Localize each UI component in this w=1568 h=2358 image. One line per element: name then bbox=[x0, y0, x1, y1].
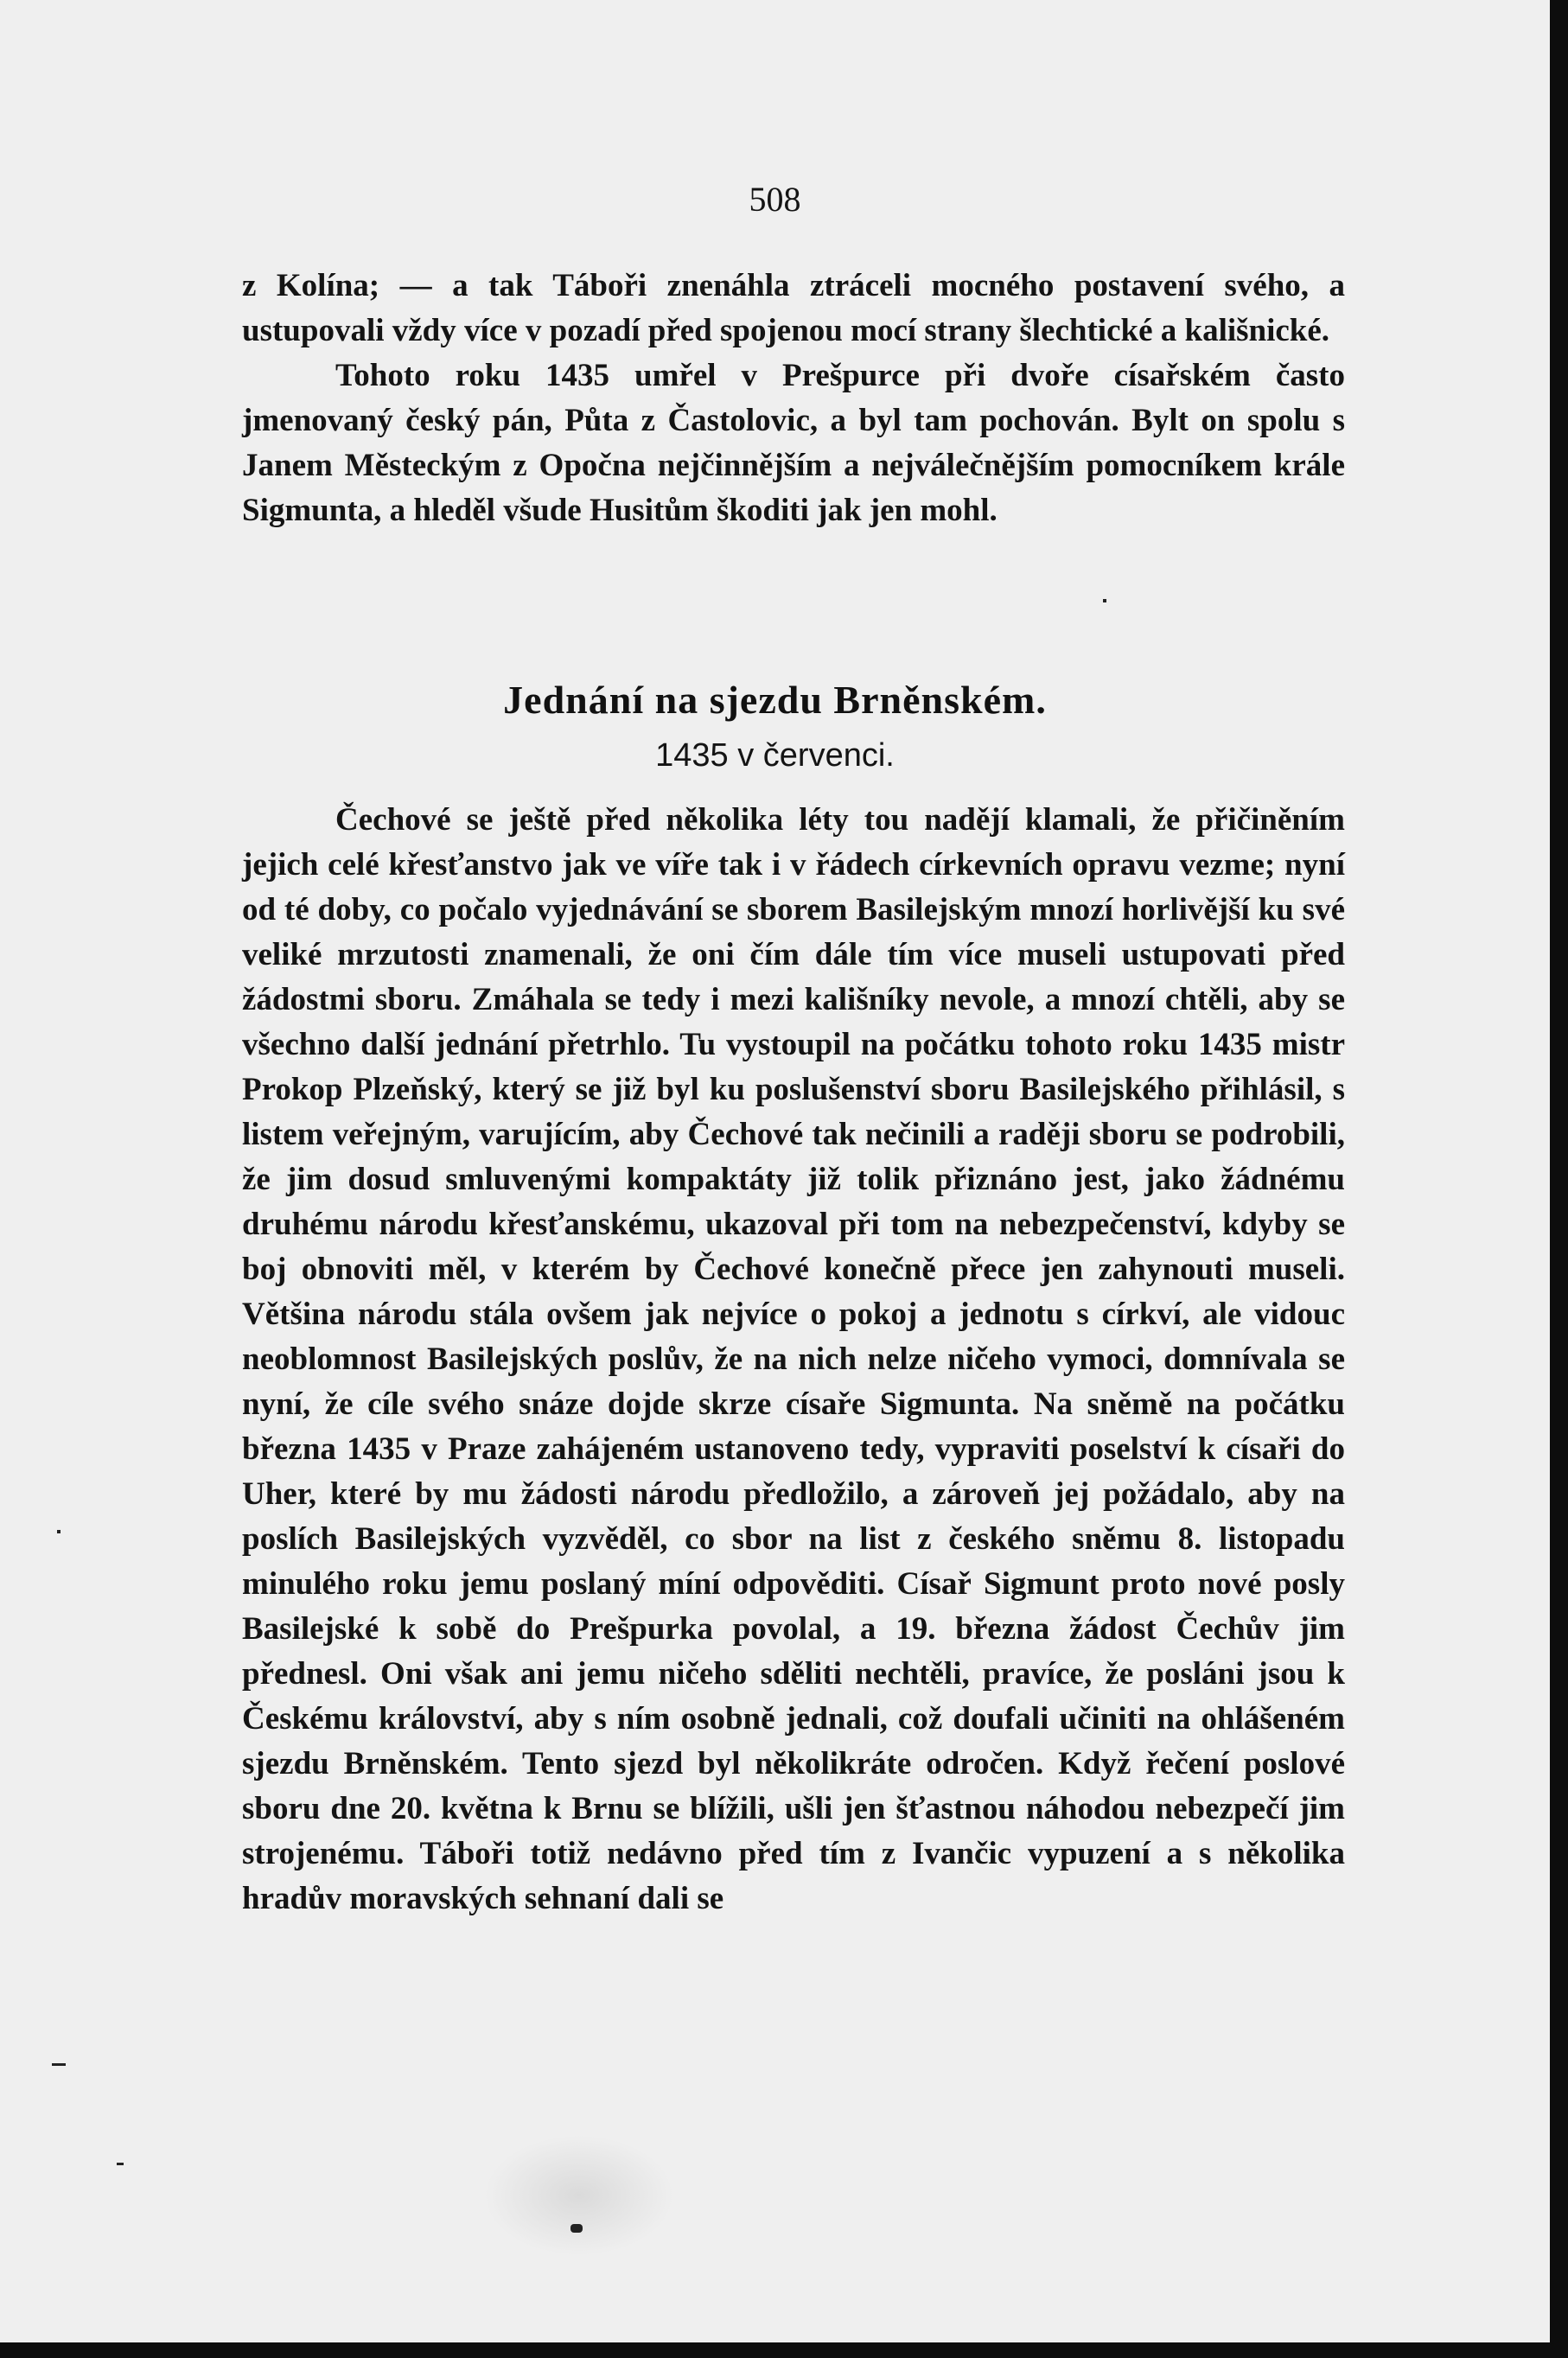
body-text-top bbox=[242, 264, 1345, 533]
section-date: 1435 v červenci. bbox=[655, 737, 895, 774]
section-title: Jednání na sjezdu Brněnském. bbox=[503, 678, 1047, 722]
scan-speck bbox=[52, 2063, 66, 2066]
scan-speck bbox=[570, 2224, 583, 2233]
paragraph: Čechové se ještě před několika léty tou nadějí klamali, že přičiněním jejich celé křesťanstvo jak ve víře tak i v řádech církevních opravu vezme; nyní od té doby, co počalo vyjednávání se sborem Basilejským mnozí horlivější ku své veliké mrzutosti znamenali, že oni čím dále tím více museli ustupovati před žádostmi sboru. Zmáhala se tedy i mezi kališníky nevole, a mnozí chtěli, aby se všechno další jednání přetrhlo. Tu vystoupil na počátku tohoto roku 1435 mistr Prokop Plzeňský, který se již byl ku poslušenství sboru Basilejského přihlásil, s listem veřejným, varujícím, aby Čechové tak nečinili a raději sboru se podrobili, že jim dosud smluvenými kompaktáty již tolik přiznáno jest, jako žádnému druhému národu křesťanskému, ukazoval při tom na nebezpečenství, kdyby se boj obnoviti měl, v kterém by Čechové konečně přece jen zahynouti museli. Většina národu stála ovšem jak nejvíce o pokoj a jednotu s církví, ale vidouc neoblomnost Basilejských poslův, že na nich nelze ničeho vymoci, domnívala se nyní, že cíle svého snáze dojde skrze císaře Sigmunta. Na sněmě na počátku března 1435 v Praze zahájeném ustanoveno tedy, vypraviti poselství k císaři do Uher, které by mu žádosti národu předložilo, a zároveň jej požádalo, aby na poslích Basilejských vyzvěděl, co sbor na list z českého sněmu 8. listopadu minulého roku jemu poslaný míní odpověditi. Císař Sigmunt proto nové posly Basilejské k sobě do Prešpurka povolal, a 19. března žádost Čechův jim přednesl. Oni však ani jemu ničeho sděliti nechtěli, pravíce, že posláni jsou k Českému království, aby s ním osobně jednali, což doufali učiniti na ohlášeném sjezdu Brněnském. Tento sjezd byl několikráte odročen. Když řečení poslové sboru dne 20. května k Brnu se blížili, ušli jen šťastnou náhodou nebezpečí jim strojenému. Táboři totiž nedávno před tím z Ivančic vypuzení a s několika hradův moravských sehnaní dali se bbox=[242, 802, 1345, 1916]
paragraph: z Kolína; — a tak Táboři znenáhla ztráceli mocného postavení svého, a ustupovali vždy více v pozadí před spojenou mocí strany šlechtické a kališnické. bbox=[242, 268, 1345, 348]
scan-smudge bbox=[484, 2135, 674, 2256]
paragraph: Tohoto roku 1435 umřel v Prešpurce při dvoře císařském často jmenovaný český pán, Půta z Častolovic, a byl tam pochován. Bylt on spolu s Janem Městeckým z Opočna nejčinnějším a nejválečnějším pomocníkem krále Sigmunta, a hleděl všude Husitům škoditi jak jen mohl. bbox=[242, 358, 1345, 528]
scan-speck bbox=[117, 2163, 124, 2165]
scan-speck bbox=[1103, 599, 1106, 602]
body-text-main bbox=[242, 798, 1345, 1921]
page-number: 508 bbox=[749, 180, 801, 219]
scan-speck bbox=[57, 1530, 61, 1533]
